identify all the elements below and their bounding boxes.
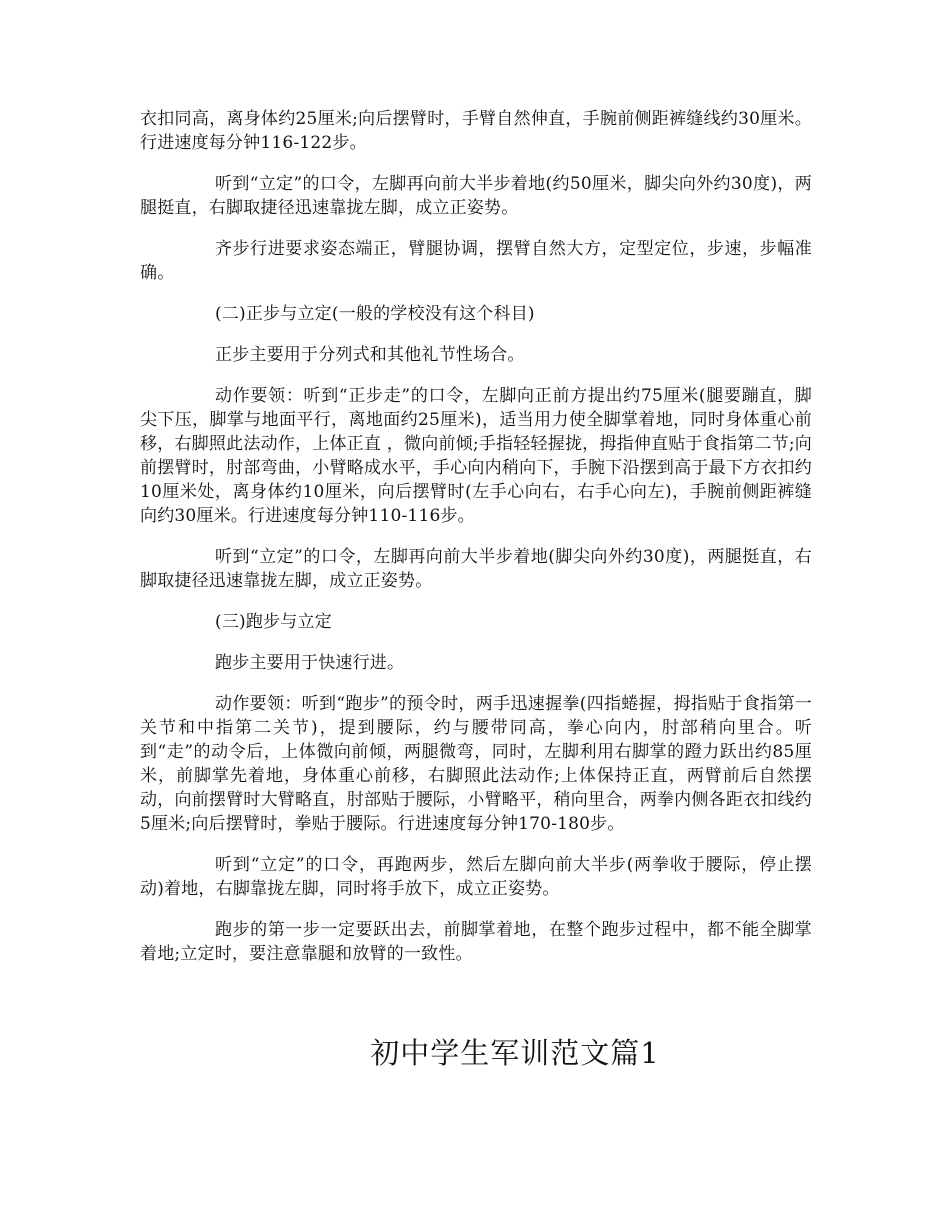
body-paragraph: 齐步行进要求姿态端正，臂腿协调，摆臂自然大方，定型定位，步速，步幅准确。 [140, 239, 812, 283]
body-paragraph: 听到“立定”的口令，左脚再向前大半步着地(脚尖向外约30度)，两腿挺直，右脚取捷径迅速靠拢左脚，成立正姿势。 [140, 547, 812, 591]
body-paragraph: 听到“立定”的口令，再跑两步，然后左脚向前大半步(两拳收于腰际，停止摆动)着地，右脚靠拢左脚，同时将手放下，成立正姿势。 [140, 855, 812, 899]
body-paragraph: (三)跑步与立定 [215, 612, 332, 632]
body-paragraph: 跑步主要用于快速行进。 [215, 653, 405, 673]
body-paragraph: 衣扣同高，离身体约25厘米;向后摆臂时，手臂自然伸直，手腕前侧距裤缝线约30厘米。行进速度每分钟116-122步。 [140, 109, 812, 153]
body-paragraph: 跑步的第一步一定要跃出去，前脚掌着地，在整个跑步过程中，都不能全脚掌着地;立定时，要注意靠腿和放臂的一致性。 [140, 920, 812, 964]
body-paragraph: 听到“立定”的口令，左脚再向前大半步着地(约50厘米，脚尖向外约30度)，两腿挺直，右脚取捷径迅速靠拢左脚，成立正姿势。 [140, 174, 812, 218]
body-paragraph: 正步主要用于分列式和其他礼节性场合。 [215, 345, 525, 365]
section-heading: 初中学生军训范文篇1 [370, 1036, 660, 1070]
document-body [140, 107, 812, 983]
body-paragraph: 动作要领：听到“正步走”的口令，左脚向正前方提出约75厘米(腿要蹦直，脚尖下压，脚掌与地面平行，离地面约25厘米)，适当用力使全脚掌着地，同时身体重心前移，右脚照此法动作，上体正直 ，微向前倾;手指轻轻握拢，拇指伸直贴于食指第二节;向前摆臂时，肘部弯曲，小臂略成水平，手心向内稍向下，手腕下沿摆到高于最下方衣扣约10厘米处，离身体约10厘米，向后摆臂时(左手心向右，右手心向左)，手腕前侧距裤缝向约30厘米。行进速度每分钟110-116步。 [140, 386, 812, 526]
body-paragraph: 动作要领：听到“跑步”的预令时，两手迅速握拳(四指蜷握，拇指贴于食指第一关节和中指第二关节)，提到腰际，约与腰带同高，拳心向内，肘部稍向里合。听到“走”的动令后，上体微向前倾，两腿微弯，同时，左脚利用右脚掌的蹬力跃出约85厘米，前脚掌先着地，身体重心前移，右脚照此法动作;上体保持正直，两臂前后自然摆动，向前摆臂时大臂略直，肘部贴于腰际，小臂略平，稍向里合，两拳内侧各距衣扣线约5厘米;向后摆臂时，拳贴于腰际。行进速度每分钟170-180步。 [140, 694, 812, 834]
body-paragraph: (二)正步与立定(一般的学校没有这个科目) [215, 304, 535, 324]
